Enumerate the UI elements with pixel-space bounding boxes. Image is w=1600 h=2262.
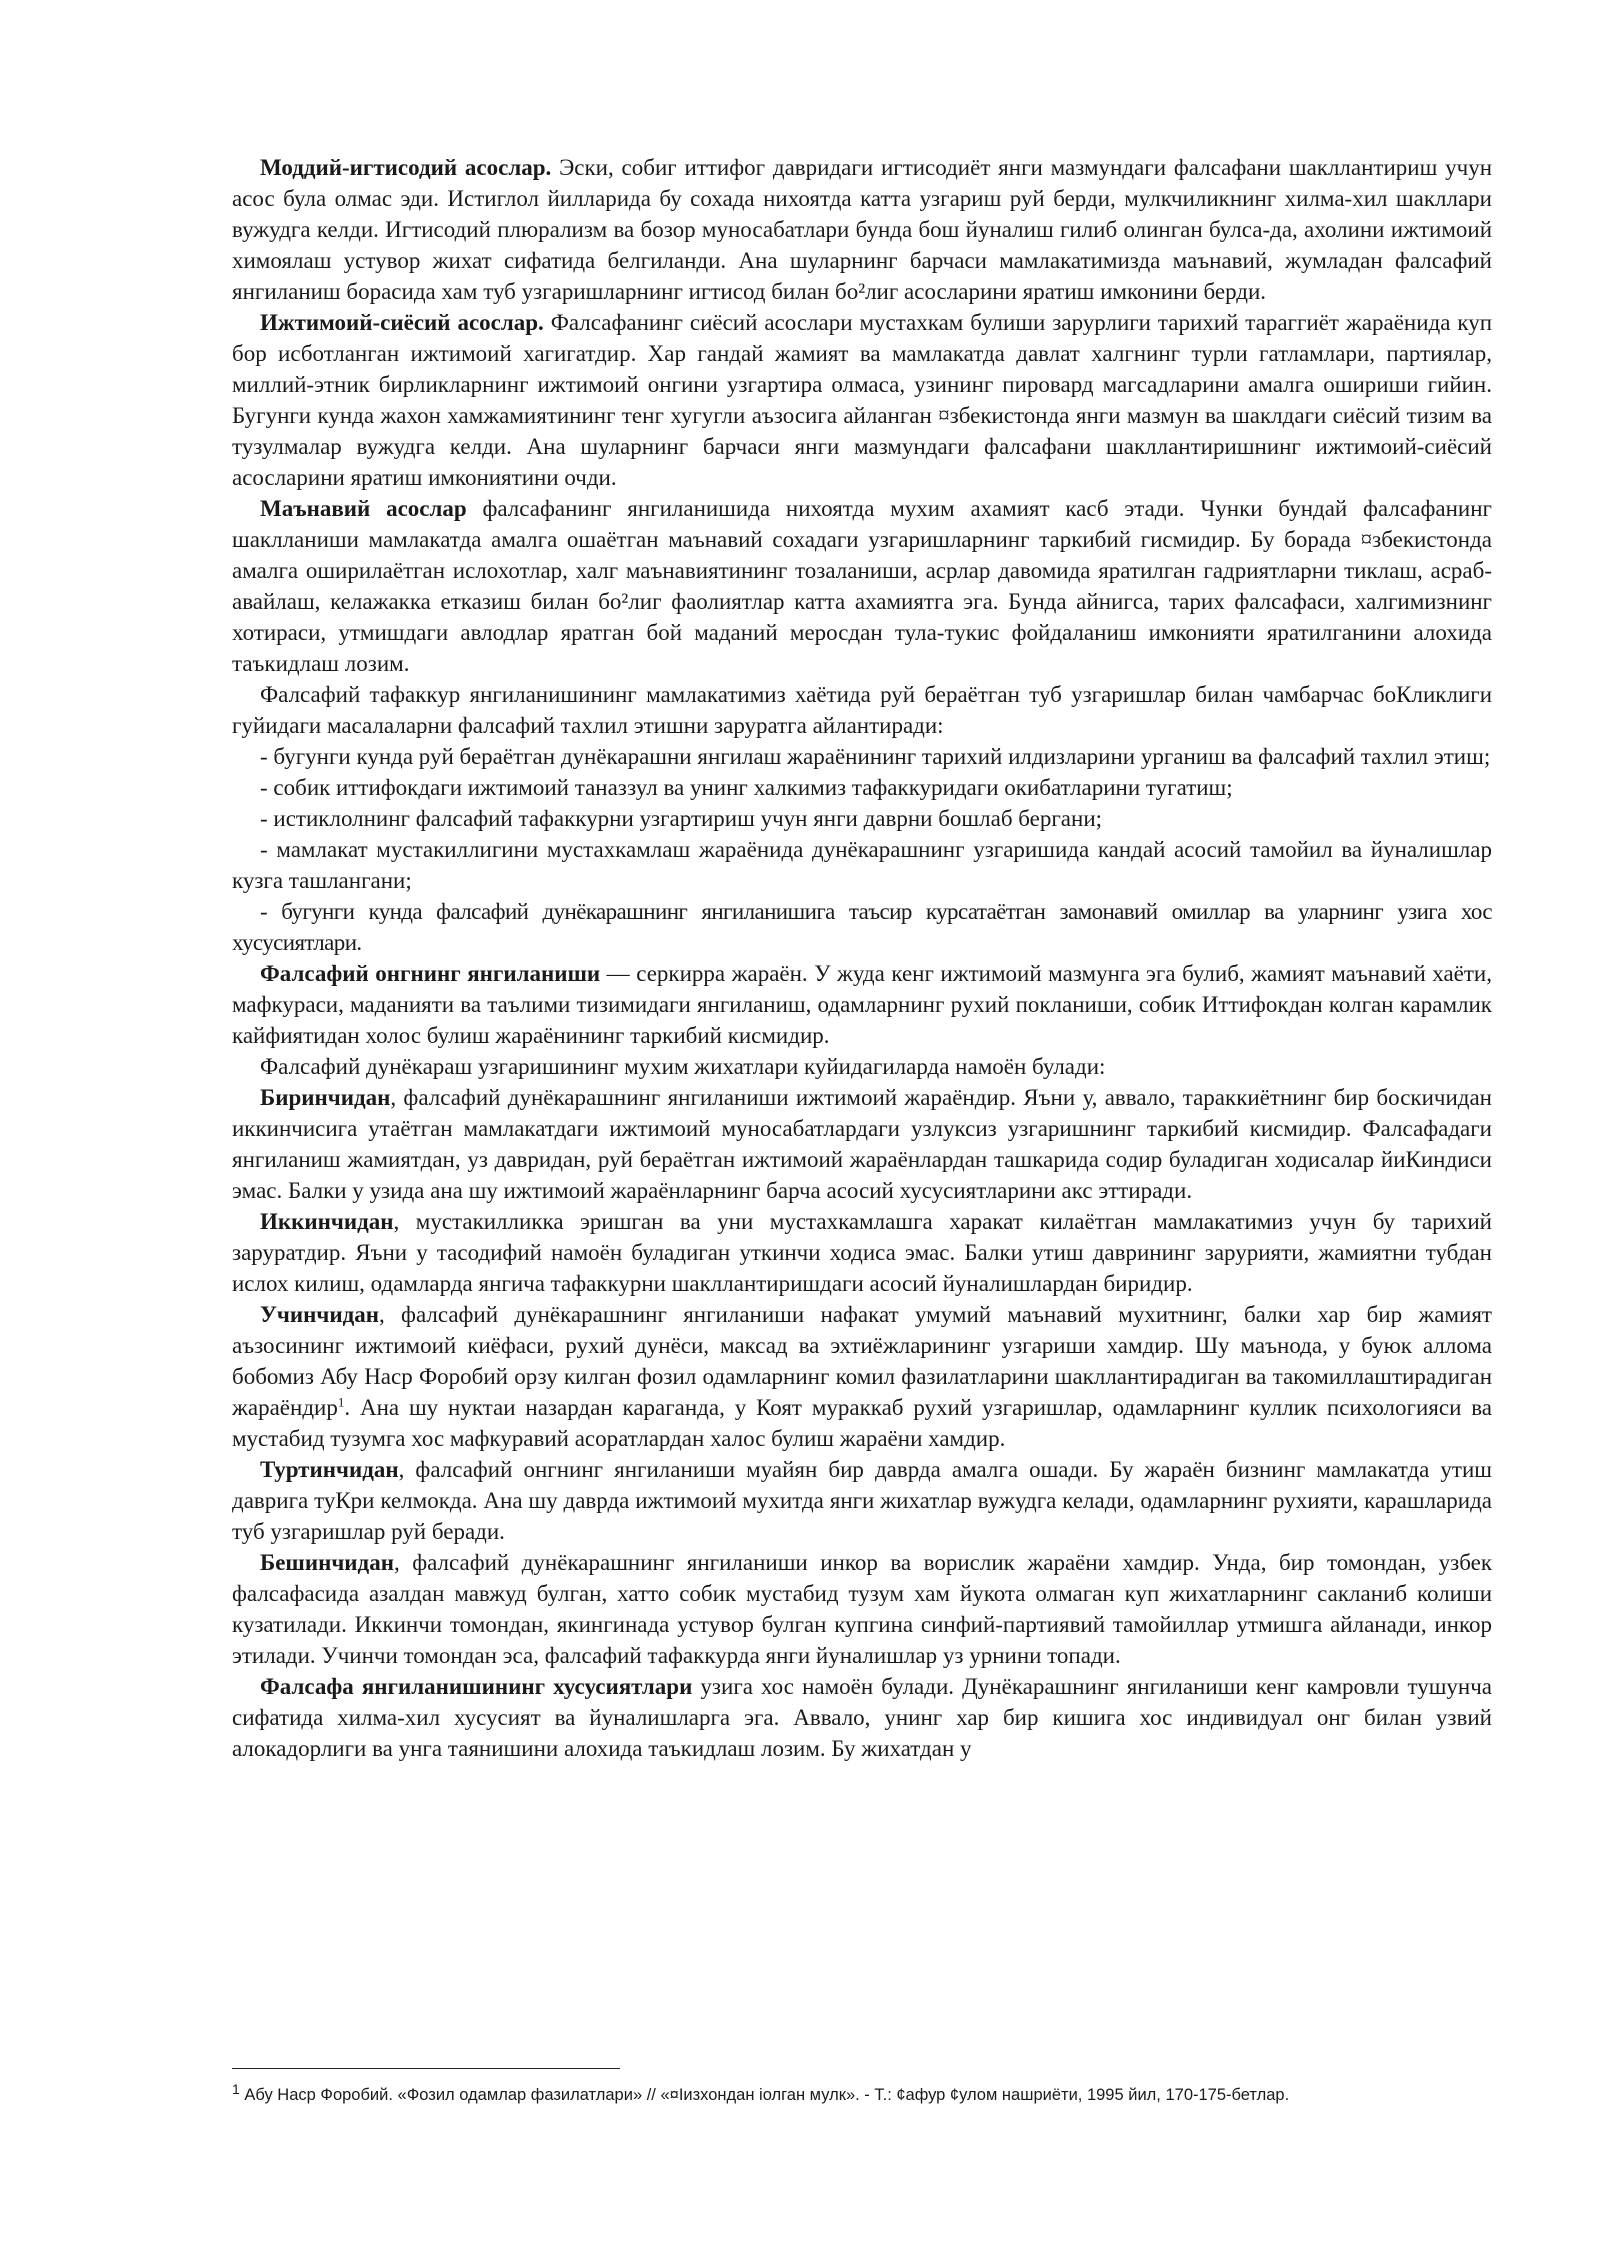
- paragraph-philosophical-thinking: Фалсафий тафаккур янгиланишининг мамлакатимиз хаётида руй бераётган туб узгаришлар билан чамбарчас боКликлиги гуйидаги масалаларни фалсафий тахлил этишни заруратга айлантиради:: [232, 682, 1492, 738]
- heading-first: Биринчидан: [260, 1085, 391, 1110]
- paragraph-second: Иккинчидан, мустакилликка эришган ва уни мустахкамлашга харакат килаётган мамлакатимиз учун бу тарихий заруратдир. Яъни у тасодифий намоён буладиган уткинчи ходиса эмас. Балки утиш даврининг зарурияти, жамиятни тубдан ислох килиш, одамларда янгича тафаккурни шакллантиришдаги асосий йуналишлардан биридир.: [232, 1209, 1492, 1296]
- paragraph-first: Биринчидан, фалсафий дунёкарашнинг янгиланиши ижтимоий жараёндир. Яъни у, аввало, тараккиётнинг бир боскичидан иккинчисига утаётган мамлакатдаги ижтимоий муносабатлардаги узлуксиз узгаришнинг таркибий кисмидир. Фалсафадаги янгиланиш жамиятдан, уз давридан, руй бераётган ижтимоий жараёнлардан ташкарида содир буладиган ходисалар йиКиндиси эмас. Балки у узида ана шу ижтимоий жараёнларнинг барча асосий хусусиятларини акс эттиради.: [232, 1085, 1492, 1203]
- paragraph-features: Фалсафа янгиланишининг хусусиятлари узига хос намоён булади. Дунёкарашнинг янгиланиши кенг камровли тушунча сифатида хилма-хил хусусият ва йуналишларга эга. Аввало, унинг хар бир кишига хос индивидуал онг билан узвий алокадорлиги ва унга таянишини алохида таъкидлаш лозим. Бу жихатдан у: [232, 1674, 1493, 1761]
- heading-socio-political: Ижтимоий-сиёсий асослар.: [260, 310, 544, 335]
- footnote-reference[interactable]: 1: [337, 1394, 345, 1410]
- list-item: - собик иттифокдаги ижтимоий таназзул ва унинг халкимиз тафаккуридаги окибатларини тугатиш;: [260, 775, 1233, 800]
- heading-second: Иккинчидан: [260, 1209, 394, 1234]
- footnote-text: Абу Наср Форобий. «Фозил одамлар фазилатлари» // «¤Іизхондан іолган мулк». - Т.: ¢афур ¢улом нашриёти, 1995 йил, 170-175-бетлар.: [239, 2086, 1290, 2104]
- heading-renewal: Фалсафий онгнинг янгиланиши: [260, 961, 601, 986]
- document-body: [232, 152, 1492, 1764]
- heading-third: Учинчидан: [260, 1302, 379, 1327]
- heading-fifth: Бешинчидан: [260, 1550, 394, 1575]
- paragraph-fourth: Туртинчидан, фалсафий онгнинг янгиланиши муайян бир даврда амалга ошади. Бу жараён бизнинг мамлакатда утиш даврига туКри келмокда. Ана шу даврда ижтимоий мухитда янги жихатлар вужудга келади, одамларнинг рухияти, карашларида туб узгаришлар руй беради.: [232, 1457, 1492, 1544]
- heading-material-economic: Моддий-игтисодий асослар.: [260, 155, 552, 180]
- list-item: - бугунги кунда руй бераётган дунёкарашни янгилаш жараёнининг тарихий илдизларини урганиш ва фалсафий тахлил этиш;: [260, 744, 1491, 769]
- paragraph-socio-political: Ижтимоий-сиёсий асослар. Фалсафанинг сиёсий асослари мустахкам булиши зарурлиги тарихий тараггиёт жараёнида куп бор исботланган ижтимоий хагигатдир. Хар гандай жамият ва мамлакатда давлат халгнинг турли гатламлари, партиялар, миллий-этник бирликларнинг ижтимоий онгини узгартира олмаса, узининг пировард магсадларини амалга ошириши гийин. Бугунги кунда жахон хамжамиятининг тенг хугугли аъзосига айланган ¤збекистонда янги мазмун ва шаклдаги сиёсий тизим ва тузулмалар вужудга келди. Ана шуларнинг барчаси янги мазмундаги фалсафани шакллантиришнинг ижтимоий-сиёсий асосларини яратиш имкониятини очди.: [232, 310, 1492, 490]
- footnote: [232, 2081, 1532, 2106]
- footnote-mark: 1: [232, 2081, 240, 2097]
- paragraph-fifth: Бешинчидан, фалсафий дунёкарашнинг янгиланиши инкор ва ворислик жараёни хамдир. Унда, бир томондан, узбек фалсафасида азалдан мавжуд булган, хатто собик мустабид тузум хам йукота олмаган куп жихатларнинг сакланиб колиши кузатилади. Иккинчи томондан, якингинада устувор булган купгина синфий-партиявий тамойиллар утмишга айланади, инкор этилади. Учинчи томондан эса, фалсафий тафаккурда янги йуналишлар уз урнини топади.: [232, 1550, 1492, 1668]
- list-item: - мамлакат мустакиллигини мустахкамлаш жараёнида дунёкарашнинг узгаришида кандай асосий тамойил ва йуналишлар кузга ташлангани;: [232, 837, 1492, 893]
- heading-spiritual: Маънавий асослар: [260, 496, 467, 521]
- heading-fourth: Туртинчидан: [260, 1457, 399, 1482]
- paragraph-third: Учинчидан, фалсафий дунёкарашнинг янгиланиши нафакат умумий маънавий мухитнинг, балки хар бир жамият аъзосининг ижтимоий киёфаси, рухий дунёси, максад ва эхтиёжларининг узгариши хамдир. Шу маънода, у буюк аллома бобомиз Абу Наср Форобий орзу килган фозил одамларнинг комил фазилатларини шакллантирадиган ва такомиллаштирадиган жараёндир$^1$. Ана шу нуктаи назардан караганда, у Коят мураккаб рухий узгаришлар, одамларнинг куллик психологияси ва мустабид тузумга хос мафкуравий асоратлардан халос булиш жараёни хамдир.: [232, 1302, 1492, 1451]
- list-item: - бугунги кунда фалсафий дунёкарашнинг янгиланишига таъсир курсатаётган замонавий омиллар ва уларнинг узига хос хусусиятлари.: [232, 899, 1492, 955]
- list-item: - истиклолнинг фалсафий тафаккурни узгартириш учун янги даврни бошлаб бергани;: [260, 806, 1103, 831]
- paragraph-spiritual: Маънавий асослар фалсафанинг янгиланишида нихоятда мухим ахамият касб этади. Чунки бундай фалсафанинг шаклланиши мамлакатда амалга ошаётган маънавий сохадаги узгаришларнинг таркибий гисмидир. Бу борада ¤збекистонда амалга оширилаётган ислохотлар, халг маънавиятининг тозаланиши, асрлар давомида яратилган гадриятларни тиклаш, асраб-авайлаш, келажакка етказиш билан бо²лиг фаолиятлар катта ахамиятга эга. Бунда айнигса, тарих фалсафаси, халгимизнинг хотираси, утмишдаги авлодлар яратган бой маданий меросдан тула-тукис фойдаланиш имконияти яратилганини алохида таъкидлаш лозим.: [232, 496, 1492, 676]
- paragraph-aspects-intro: Фалсафий дунёкараш узгаришининг мухим жихатлари куйидагиларда намоён булади:: [260, 1054, 1106, 1079]
- paragraph-material-economic: Моддий-игтисодий асослар. Эски, собиг иттифог давридаги игтисодиёт янги мазмундаги фалсафани шакллантириш учун асос була олмас эди. Истиглол йилларида бу сохада нихоятда катта узгариш руй берди, мулкчиликнинг хилма-хил шакллари вужудга келди. Игтисодий плюрализм ва бозор муносабатлари бунда бош йуналиш гилиб олинган булса-да, ахолини ижтимоий химоялаш устувор жихат сифатида белгиланди. Ана шуларнинг барчаси мамлакатимизда маънавий, жумладан фалсафий янгиланиш борасида хам туб узгаришларнинг игтисод билан бо²лиг асосларини яратиш имконини берди.: [232, 155, 1492, 304]
- paragraph-renewal: Фалсафий онгнинг янгиланиши — серкирра жараён. У жуда кенг ижтимоий мазмунга эга булиб, жамият маънавий хаёти, мафкураси, маданияти ва таълими тизимидаги янгиланиш, одамларнинг рухий покланиши, собик Иттифокдан колган карамлик кайфиятидан холос булиш жараёнининг таркибий кисмидир.: [232, 961, 1492, 1048]
- heading-features: Фалсафа янгиланишининг хусусиятлари: [260, 1674, 693, 1699]
- footnote-separator: [232, 2068, 620, 2069]
